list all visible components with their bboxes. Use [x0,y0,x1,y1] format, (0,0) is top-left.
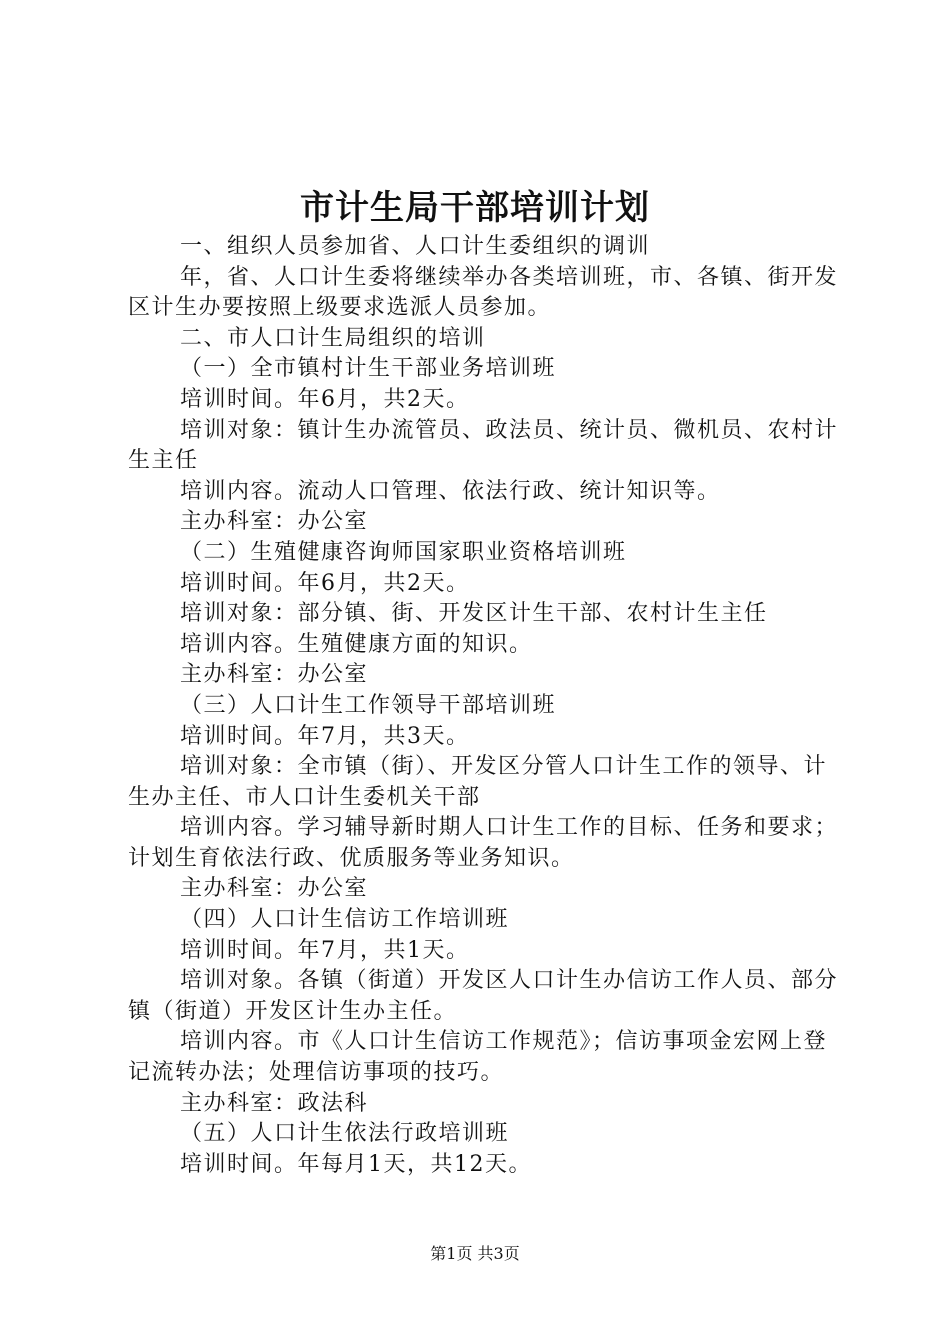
paragraph: 培训对象：部分镇、街、开发区计生干部、农村计生主任 [180,601,768,627]
paragraph: 培训内容。生殖健康方面的知识。 [180,631,533,657]
paragraph: 二、市人口计生局组织的培训 [180,325,486,351]
paragraph: （五）人口计生依法行政培训班 [180,1121,510,1147]
paragraph: 培训时间。年每月1天，共12天。 [180,1151,532,1177]
paragraph: 培训内容。学习辅导新时期人口计生工作的目标、任务和要求；计划生育依法行政、优质服务等业务知识。 [128,815,839,871]
paragraph: （四）人口计生信访工作培训班 [180,907,510,933]
paragraph: 培训内容。流动人口管理、依法行政、统计知识等。 [180,478,721,504]
paragraph: （一）全市镇村计生干部业务培训班 [180,356,557,382]
paragraph: 主办科室：政法科 [180,1090,369,1116]
page-footer: 第1页 共3页 [430,1244,520,1263]
paragraph: 主办科室：办公室 [180,509,369,535]
paragraph: 培训时间。年7月，共3天。 [180,723,470,749]
paragraph: 培训内容。市《人口计生信访工作规范》；信访事项金宏网上登记流转办法；处理信访事项的技巧。 [128,1029,828,1086]
paragraph: 培训时间。年6月，共2天。 [180,386,470,412]
paragraph: （二）生殖健康咨询师国家职业资格培训班 [180,539,627,565]
paragraph: 培训对象：全市镇（街）、开发区分管人口计生工作的领导、计生办主任、市人口计生委机关干部 [128,754,828,810]
paragraph: 主办科室：办公室 [180,876,369,902]
paragraph: 年，省、人口计生委将继续举办各类培训班，市、各镇、街开发区计生办要按照上级要求选派人员参加。 [128,264,839,321]
paragraph: 培训对象。各镇（街道）开发区人口计生办信访工作人员、部分镇（街道）开发区计生办主任。 [128,968,839,1024]
paragraph: 培训对象：镇计生办流管员、政法员、统计员、微机员、农村计生主任 [128,417,839,474]
paragraph: 一、组织人员参加省、人口计生委组织的调训 [180,234,651,259]
paragraph: 培训时间。年7月，共1天。 [180,937,470,963]
paragraph: （三）人口计生工作领导干部培训班 [180,692,557,718]
paragraph: 培训时间。年6月，共2天。 [180,570,470,596]
document-body [128,232,840,1180]
paragraph: 主办科室：办公室 [180,662,369,688]
document-title: 市计生局干部培训计划 [300,188,650,228]
